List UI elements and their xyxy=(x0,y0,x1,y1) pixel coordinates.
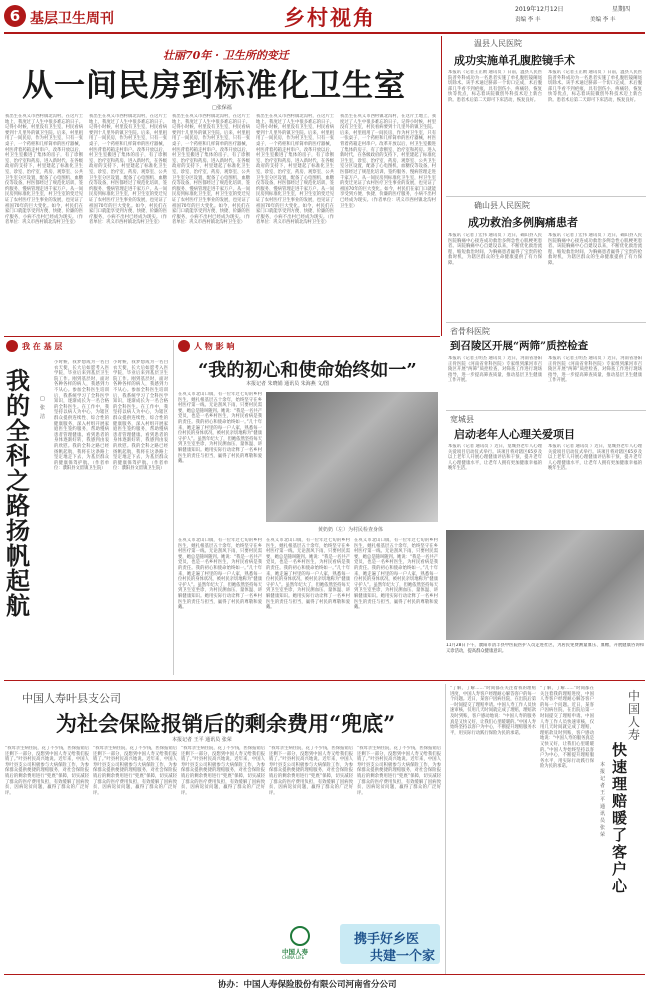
lead-col-2: 我出生在巩义市西村镇北沟村，在这片土地上，我度过了人生中很多难忘的日子。记得小时候，村里没有卫生室，村民看病要到十几里外的镇卫生院。后来，村里租用了一间民房，作为村卫生室，只有一张桌子、一个药柜和几样简单的医疗器械，村医背着药箱走村串户。改革开放以后，村卫生室搬进了集体的房子，有了诊断室、治疗室和药房。进入新时代，在各级政府的支持下，村里建起了标准化卫生室，诊室、治疗室、药房、观察室、公共卫生室分区设置，配备了心电图机、血糖仪等设备，村医都经过了规范化培训，签约服务、慢病管理走进千家万户。从一间民房到标准化卫生室，村卫生室的变迁见证了农村医疗卫生事业的发展，也见证了祖国70年的巨大变化。如今，村民们在家门口就能享受到方便、快捷、价廉的医疗服务，小病不出村已经成为现实。（作者单位：巩义市西村镇北沟村卫生室） xyxy=(89,114,167,226)
section-name: 基层卫生周刊 xyxy=(30,11,114,27)
header-weekday: 星期四 xyxy=(612,6,631,13)
lead-col-1: 我出生在巩义市西村镇北沟村，在这片土地上，我度过了人生中很多难忘的日子。记得小时候，村里没有卫生室，村民看病要到十几里外的镇卫生院。后来，村里租用了一间民房，作为村卫生室，只有一张桌子、一个药柜和几样简单的医疗器械，村医背着药箱走村串户。改革开放以后，村卫生室搬进了集体的房子，有了诊断室、治疗室和药房。进入新时代，在各级政府的支持下，村里建起了标准化卫生室，诊室、治疗室、药房、观察室、公共卫生室分区设置，配备了心电图机、血糖仪等设备，村医都经过了规范化培训，签约服务、慢病管理走进千家万户。从一间民房到标准化卫生室，村卫生室的变迁见证了农村医疗卫生事业的发展，也见证了祖国70年的巨大变化。如今，村民们在家门口就能享受到方便、快捷、价廉的医疗服务，小病不出村已经成为现实。（作者单位：巩义市西村镇北沟村卫生室） xyxy=(5,114,83,226)
news-3-headline: 到召陵区开展“两筛”质控检查 xyxy=(450,340,589,352)
column-tag-icon xyxy=(6,340,18,352)
insurance-col-4: “我母亲生病住院，花了不少钱，医保报销后还剩下一部分，没想到中国人寿又给我们报销了。”叶县村民高兴地说。近年来，中国人寿叶县支公司积极参与大病保险工作，为参保群众提供便捷的理赔服务，对社会保险报销后的剩余费用进行“兜底”保障，切实减轻了群众的医疗费用负担，有效缓解了因病致贫、因病返贫问题，赢得了群众的广泛好评。 xyxy=(269,746,353,796)
feature-col-2: 在巩义市北山口镇，有一位年过七旬的乡村医生，她扎根基层五十余年，始终坚守在乡村医疗第一线。无论刮风下雨，只要村民需要，她总是随叫随到。她说：“我是一名共产党员，也是一名乡村医生，为村民看病是我的责任。我的初心和使命始终如一。”几十年来，她走遍了村里的每一户人家，熟悉每一位村民的身体状况，被村民亲切地称为“健康守护人”。虽然年纪大了，但她依然坚持每天到卫生室坐诊，为村民测血压、量体温、讲解健康知识。她用实际行动诠释了一名乡村医生的责任与担当，赢得了村民的尊敬和爱戴。 xyxy=(266,538,350,611)
news-1-body-a: 本报讯（记者王正勋 通讯员 ）日前，温县人民医院普外科成功为一名患者实施了单孔腹腔镜阑尾切除术。该手术通过脐部一个切口完成，术后腹部几乎看不到疤痕，具有创伤小、疼痛轻、恢复快等优点，标志着该院微创外科技术迈上新台阶。患者术后第二天即可下床活动，恢复良好。 xyxy=(448,70,542,103)
community-photo xyxy=(446,530,644,640)
china-life-emblem-icon xyxy=(290,926,310,946)
news-1-org: 温县人民医院 xyxy=(474,39,522,48)
feature-tag: 人 物 影 响 xyxy=(194,342,235,351)
column-headline xyxy=(6,368,36,618)
side-story-title: 快速理赔暖了客户心 xyxy=(612,741,628,895)
header-date: 2019年12月12日 xyxy=(515,6,564,13)
lead-kicker-box xyxy=(163,44,323,62)
news-1-body-b: 本报讯（记者王正勋 通讯员 ）日前，温县人民医院普外科成功为一名患者实施了单孔腹腔镜阑尾切除术。该手术通过脐部一个切口完成，术后腹部几乎看不到疤痕，具有创伤小、疼痛轻、恢复快等优点，标志着该院微创外科技术迈上新台阶。患者术后第二天即可下床活动，恢复良好。 xyxy=(548,70,642,103)
news-2-headline: 成功救治多例胸痛患者 xyxy=(468,216,578,229)
band-3-divider xyxy=(445,684,446,974)
news-2-org: 确山县人民医院 xyxy=(474,201,530,210)
band-2-rule xyxy=(4,336,440,337)
column-tag: 我 在 基 层 xyxy=(22,342,63,351)
header-designer: 美编 李 丰 xyxy=(590,17,616,23)
feature-headline: “我的初心和使命始终如一” xyxy=(198,360,417,381)
footer-rule xyxy=(4,974,645,975)
band-3-rule xyxy=(4,680,645,681)
news-1 xyxy=(446,38,646,134)
side-story-org: 中国人寿 xyxy=(628,689,641,742)
insurance-col-5: “我母亲生病住院，花了不少钱，医保报销后还剩下一部分，没想到中国人寿又给我们报销了。”叶县村民高兴地说。近年来，中国人寿叶县支公司积极参与大病保险工作，为参保群众提供便捷的理赔服务，对社会保险报销后的剩余费用进行“兜底”保障，切实减轻了群众的医疗费用负担，有效缓解了因病致贫、因病返贫问题，赢得了群众的广泛好评。 xyxy=(357,746,441,796)
news-divider-1 xyxy=(446,196,646,197)
header-editor: 责编 李 丰 xyxy=(515,17,541,23)
lead-col-3: 我出生在巩义市西村镇北沟村，在这片土地上，我度过了人生中很多难忘的日子。记得小时候，村里没有卫生室，村民看病要到十几里外的镇卫生院。后来，村里租用了一间民房，作为村卫生室，只有一张桌子、一个药柜和几样简单的医疗器械，村医背着药箱走村串户。改革开放以后，村卫生室搬进了集体的房子，有了诊断室、治疗室和药房。进入新时代，在各级政府的支持下，村里建起了标准化卫生室，诊室、治疗室、药房、观察室、公共卫生室分区设置，配备了心电图机、血糖仪等设备，村医都经过了规范化培训，签约服务、慢病管理走进千家万户。从一间民房到标准化卫生室，村卫生室的变迁见证了农村医疗卫生事业的发展，也见证了祖国70年的巨大变化。如今，村民们在家门口就能享受到方便、快捷、价廉的医疗服务，小病不出村已经成为现实。（作者单位：巩义市西村镇北沟村卫生室） xyxy=(172,114,250,226)
insurance-col-1: “我母亲生病住院，花了不少钱，医保报销后还剩下一部分，没想到中国人寿又给我们报销了。”叶县村民高兴地说。近年来，中国人寿叶县支公司积极参与大病保险工作，为参保群众提供便捷的理赔服务，对社会保险报销后的剩余费用进行“兜底”保障，切实减轻了群众的医疗费用负担，有效缓解了因病致贫、因病返贫问题，赢得了群众的广泛好评。 xyxy=(5,746,89,796)
column-headline-text: 我的全科之路扬帆起航 xyxy=(6,366,30,620)
lead-right-divider xyxy=(441,36,442,336)
section-title: 乡村视角 xyxy=(284,5,376,30)
feature-col-3: 在巩义市北山口镇，有一位年过七旬的乡村医生，她扎根基层五十余年，始终坚守在乡村医疗第一线。无论刮风下雨，只要村民需要，她总是随叫随到。她说：“我是一名共产党员，也是一名乡村医生，为村民看病是我的责任。我的初心和使命始终如一。”几十年来，她走遍了村里的每一户人家，熟悉每一位村民的身体状况，被村民亲切地称为“健康守护人”。虽然年纪大了，但她依然坚持每天到卫生室坐诊，为村民测血压、量体温、讲解健康知识。她用实际行动诠释了一名乡村医生的责任与担当，赢得了村民的尊敬和爱戴。 xyxy=(354,538,438,611)
slogan-box xyxy=(340,924,440,964)
insurance-byline: 本报记者 王平 通讯员 张荣 xyxy=(172,737,232,743)
feature-byline: 本报记者 朱晓娟 通讯员 朱海燕 文/图 xyxy=(246,381,330,387)
feature-photo-caption: 黄奶奶（左）为村民检查身体 xyxy=(318,527,384,533)
page-header xyxy=(0,0,649,32)
slogan-line-1: 携手好乡医 xyxy=(354,932,420,947)
china-life-logo xyxy=(268,926,338,960)
china-life-logo-sub: CHINA LIFE xyxy=(282,955,305,960)
news-3-body-a: 本报讯（记者王明杰 通讯员 ）近日，河南省洛阳正骨医院（河南省骨科医院）专家组到漯河市召陵区开展“两筛”质控检查，对筛查工作进行现场指导，进一步提高筛查质量，推动基层卫生健康工作开展。 xyxy=(448,356,542,384)
news-divider-2 xyxy=(446,322,646,323)
news-4 xyxy=(446,414,646,528)
column-body-1: 小时候，我梦想成为一名白衣天使，长大后如愿考入医学院，毕业后来到基层卫生院工作。刚到基层时，面对各种各样的病人，我感到力不从心。参加全科医生培训后，我系统学习了全科医学知识，逐渐成长为一名合格的全科医生。在工作中，我坚持以病人为中心，为辖区群众提供连续性、综合性的健康服务，深入村组开展家庭医生签约服务，帮助慢病患者管理健康。看到患者的身体逐渐好转，我感到由衷的欣慰。我的全科之路已经扬帆起航，我将在这条路上坚定地走下去，为基层群众的健康保驾护航。（作者单位：濮阳县文留镇卫生院） xyxy=(54,360,109,472)
side-story-col-2: “了解，了解……”时间都在关注着我的理赔进度，中国人寿客户经理耐心解答客户的每一个问题。近日，某客户因病住院，在出院后第一时间提交了理赔申请。中国人寿工作人员快速审核，仅用几天时间就完成了理赔，理赔款及时到账，客户感动地说：“中国人寿的服务真是又快又好，让我们心里暖暖的。”中国人寿始终坚持以客户为中心，不断提升理赔服务水平，用实际行动践行保险为民的承诺。 xyxy=(540,686,594,770)
side-story-col-1: “了解，了解……”时间都在关注着我的理赔进度，中国人寿客户经理耐心解答客户的每一个问题。近日，某客户因病住院，在出院后第一时间提交了理赔申请。中国人寿工作人员快速审核，仅用几天时间就完成了理赔，理赔款及时到账，客户感动地说：“中国人寿的服务真是又快又好，让我们心里暖暖的。”中国人寿始终坚持以客户为中心，不断提升理赔服务水平，用实际行动践行保险为民的承诺。 xyxy=(450,686,536,736)
news-2 xyxy=(446,200,646,320)
china-life-logo-name: 中国人寿 xyxy=(282,948,308,956)
news-4-body-b: 本报讯（记者 通讯员 ）近日，宽城县老年人心理关爱项目启动仪式举行。该项目将对辖区65岁及以上老年人开展心理健康评估和干预，提升老年人心理健康水平，让老年人拥有更加健康幸福的晚年生活。 xyxy=(548,444,642,472)
community-photo-caption: 11月28日下午，濮阳市清丰县中医院医护人员走进社区，为居民免费测量血压、血糖，开展健康咨询和义诊活动，提高群众健康意识。 xyxy=(446,643,644,654)
slogan-line-2: 共建一个家 xyxy=(370,949,436,964)
news-3-body-b: 本报讯（记者王明杰 通讯员 ）近日，河南省洛阳正骨医院（河南省骨科医院）专家组到漯河市召陵区开展“两筛”质控检查，对筛查工作进行现场指导，进一步提高筛查质量，推动基层卫生健康工作开展。 xyxy=(548,356,642,384)
news-divider-3 xyxy=(446,410,646,411)
news-4-body-a: 本报讯（记者 通讯员 ）近日，宽城县老年人心理关爱项目启动仪式举行。该项目将对辖区65岁及以上老年人开展心理健康评估和干预，提升老年人心理健康水平，让老年人拥有更加健康幸福的晚年生活。 xyxy=(448,444,542,472)
lead-byline: □张保福 xyxy=(212,105,232,111)
news-4-headline: 启动老年人心理关爱项目 xyxy=(454,428,575,441)
insurance-col-3: “我母亲生病住院，花了不少钱，医保报销后还剩下一部分，没想到中国人寿又给我们报销了。”叶县村民高兴地说。近年来，中国人寿叶县支公司积极参与大病保险工作，为参保群众提供便捷的理赔服务，对社会保险报销后的剩余费用进行“兜底”保障，切实减轻了群众的医疗费用负担，有效缓解了因病致贫、因病返贫问题，赢得了群众的广泛好评。 xyxy=(181,746,265,796)
news-3 xyxy=(446,326,646,386)
insurance-headline: 为社会保险报销后的剩余费用“兜底” xyxy=(56,711,396,736)
band-2-divider xyxy=(173,340,174,675)
feature-photo xyxy=(266,392,438,522)
lead-kicker: 壮丽70年 · 卫生所的变迁 xyxy=(163,49,289,62)
side-story-byline: 本报记者 王平 通讯员 张荣 xyxy=(600,762,606,838)
feature-lead-text: 在巩义市北山口镇，有一位年过七旬的乡村医生，她扎根基层五十余年，始终坚守在乡村医疗第一线。无论刮风下雨，只要村民需要，她总是随叫随到。她说：“我是一名共产党员，也是一名乡村医生，为村民看病是我的责任。我的初心和使命始终如一。”几十年来，她走遍了村里的每一户人家，熟悉每一位村民的身体状况，被村民亲切地称为“健康守护人”。虽然年纪大了，但她依然坚持每天到卫生室坐诊，为村民测血压、量体温、讲解健康知识。她用实际行动诠释了一名乡村医生的责任与担当，赢得了村民的尊敬和爱戴。 xyxy=(178,392,262,465)
feature-tag-icon xyxy=(178,340,190,352)
news-2-body-b: 本报讯（记者丁宏伟 通讯员 ）近日，确山县人民医院胸痛中心接连成功救治多例急性心肌梗死患者。该院胸痛中心自建设以来，不断优化救治流程，缩短救治时间，为胸痛患者赢得了宝贵的抢救时机，为辖区群众的生命健康提供了有力保障。 xyxy=(548,233,642,266)
footer-sponsor: 协办：中国人寿保险股份有限公司河南省分公司 xyxy=(218,980,397,990)
lead-headline: 从一间民房到标准化卫生室 xyxy=(22,68,406,104)
feature-col-1: 在巩义市北山口镇，有一位年过七旬的乡村医生，她扎根基层五十余年，始终坚守在乡村医疗第一线。无论刮风下雨，只要村民需要，她总是随叫随到。她说：“我是一名共产党员，也是一名乡村医生，为村民看病是我的责任。我的初心和使命始终如一。”几十年来，她走遍了村里的每一户人家，熟悉每一位村民的身体状况，被村民亲切地称为“健康守护人”。虽然年纪大了，但她依然坚持每天到卫生室坐诊，为村民测血压、量体温、讲解健康知识。她用实际行动诠释了一名乡村医生的责任与担当，赢得了村民的尊敬和爱戴。 xyxy=(178,538,262,611)
page-number: 6 xyxy=(9,7,21,25)
column-body-2: 小时候，我梦想成为一名白衣天使，长大后如愿考入医学院，毕业后来到基层卫生院工作。刚到基层时，面对各种各样的病人，我感到力不从心。参加全科医生培训后，我系统学习了全科医学知识，逐渐成长为一名合格的全科医生。在工作中，我坚持以病人为中心，为辖区群众提供连续性、综合性的健康服务，深入村组开展家庭医生签约服务，帮助慢病患者管理健康。看到患者的身体逐渐好转，我感到由衷的欣慰。我的全科之路已经扬帆起航，我将在这条路上坚定地走下去，为基层群众的健康保驾护航。（作者单位：濮阳县文留镇卫生院） xyxy=(113,360,168,472)
news-4-org: 宽城县 xyxy=(450,415,474,424)
insurance-col-2: “我母亲生病住院，花了不少钱，医保报销后还剩下一部分，没想到中国人寿又给我们报销了。”叶县村民高兴地说。近年来，中国人寿叶县支公司积极参与大病保险工作，为参保群众提供便捷的理赔服务，对社会保险报销后的剩余费用进行“兜底”保障，切实减轻了群众的医疗费用负担，有效缓解了因病致贫、因病返贫问题，赢得了群众的广泛好评。 xyxy=(93,746,177,796)
news-2-body-a: 本报讯（记者丁宏伟 通讯员 ）近日，确山县人民医院胸痛中心接连成功救治多例急性心肌梗死患者。该院胸痛中心自建设以来，不断优化救治流程，缩短救治时间，为胸痛患者赢得了宝贵的抢救时机，为辖区群众的生命健康提供了有力保障。 xyxy=(448,233,542,266)
news-3-org: 省骨科医院 xyxy=(450,327,490,336)
lead-col-4: 我出生在巩义市西村镇北沟村，在这片土地上，我度过了人生中很多难忘的日子。记得小时候，村里没有卫生室，村民看病要到十几里外的镇卫生院。后来，村里租用了一间民房，作为村卫生室，只有一张桌子、一个药柜和几样简单的医疗器械，村医背着药箱走村串户。改革开放以后，村卫生室搬进了集体的房子，有了诊断室、治疗室和药房。进入新时代，在各级政府的支持下，村里建起了标准化卫生室，诊室、治疗室、药房、观察室、公共卫生室分区设置，配备了心电图机、血糖仪等设备，村医都经过了规范化培训，签约服务、慢病管理走进千家万户。从一间民房到标准化卫生室，村卫生室的变迁见证了农村医疗卫生事业的发展，也见证了祖国70年的巨大变化。如今，村民们在家门口就能享受到方便、快捷、价廉的医疗服务，小病不出村已经成为现实。（作者单位：巩义市西村镇北沟村卫生室） xyxy=(256,114,334,226)
insurance-org: 中国人寿叶县支公司 xyxy=(22,692,121,705)
header-rule xyxy=(4,32,645,34)
lead-col-5: 我出生在巩义市西村镇北沟村，在这片土地上，我度过了人生中很多难忘的日子。记得小时候，村里没有卫生室，村民看病要到十几里外的镇卫生院。后来，村里租用了一间民房，作为村卫生室，只有一张桌子、一个药柜和几样简单的医疗器械，村医背着药箱走村串户。改革开放以后，村卫生室搬进了集体的房子，有了诊断室、治疗室和药房。进入新时代，在各级政府的支持下，村里建起了标准化卫生室，诊室、治疗室、药房、观察室、公共卫生室分区设置，配备了心电图机、血糖仪等设备，村医都经过了规范化培训，签约服务、慢病管理走进千家万户。从一间民房到标准化卫生室，村卫生室的变迁见证了农村医疗卫生事业的发展，也见证了祖国70年的巨大变化。如今，村民们在家门口就能享受到方便、快捷、价廉的医疗服务，小病不出村已经成为现实。（作者单位：巩义市西村镇北沟村卫生室） xyxy=(340,114,436,209)
page-number-badge xyxy=(4,5,26,27)
news-1-headline: 成功实施单孔腹腔镜手术 xyxy=(454,54,575,67)
column-byline: □张 洁 xyxy=(40,396,46,420)
